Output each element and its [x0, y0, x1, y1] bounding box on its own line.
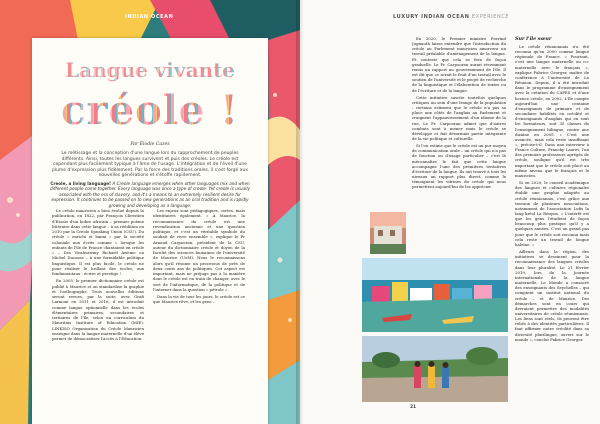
right-cola-para-2: Cette initiative suscite toutefois quelques critiques au sein d'une frange de la population : certains estiment que le créole n'a pas sa place aux côtés de l'anglais au Parlement et craignent l'appauvrissement d'un idiome de la rue. Le Pr. Carpooran admet que d'autres combats sont à mener mais le créole se développe et fait désormais partie intégrante de la vie politique et culturelle. — [412, 94, 506, 141]
right-cola-para-1: En 2020, le Premier ministre Pravind Jugnauth laisse entendre que l'introduction du créole au Parlement mauricien amorcera un travail préalable d'aménagement de la langue. Et conteste que cela se fera de façon graduelle. Le Pr. Carpooran aurait récemment remis un rapport au gouvernement de l'île. Il est dit que ce serait le fruit d'un travail avec le soutien de l'université et le projet de recherche de la linguistique et l'élaboration de textes ou de l'écriture et de la langue. — [412, 36, 506, 93]
article-title-line1: Langue vivante — [40, 58, 260, 82]
left-col2-para-2: Dans la vie de tous les jours, le créole est ce que Maurice rêve, et les gens... — [153, 294, 245, 305]
left-column-2 — [153, 208, 245, 408]
left-col2-para-1: Les enjeux sont pédagogiques, certes, mais identitaires également. « À Maurice, la reconnaissance du créole est une revendication ancienne et une question politique, et c'est un véritable symbole du souhait de vivre ensemble », explique le Pr Arnaud Carpooran, président de la CSU, auteur du dictionnaire créole et doyen de la faculté des sciences humaines de l'université de Maurice (UoM). Nous le reconnaissons alors qu'il résume un processus de près de deux cents ans de politiques. Cet aspect est important, mais ne préjuge pas à la manière dont le créole est en train de changer, avec le sort de l'informatique, de la politique et de l'internet dans la question « pétrole ». — [153, 208, 245, 292]
byline: Par Élodie Cazes — [130, 142, 170, 147]
photo-women-road-art — [362, 336, 508, 402]
left-column-1 — [52, 208, 144, 408]
page-gutter — [296, 0, 304, 424]
page-number: 21 — [410, 405, 417, 410]
english-summary-text: A Creole language emerges when other languages mix and when different people come together. Every language was once a type of creole. Yet creole is usually associated with the era of slavery, and it's a means to an extremely resilient desire for expression. It continues to be passed on to new generations as an oral tradition and is rapidly growing and developing as a language. — [50, 181, 250, 208]
right-column-b — [515, 44, 589, 406]
right-cola-para-3: Si l'on estime que le créole est un pur moyen de communication orale – un créole qui n'a pas de fonction ou d'usage particulier – c'est là méconnaître le fait que cette langue accompagne l'une des premières tentatives d'écriture de la langue. Ils ont trouvé à tous les niveaux un rapport plus direct, comme le témoignent les vitrines du créole qui nous permettent aujourd'hui de les apprécier. — [412, 143, 506, 190]
running-head-left: INDIAN OCEAN — [125, 14, 174, 20]
article-title-line2: créole ! — [40, 87, 260, 134]
photo-small-building-art — [370, 212, 406, 254]
intro-paragraph: Le métissage et la conception d'une langue lors du rapprochement de peuples différents. Ainsi, toutes les langues survivent et puis des créoles. Le créole est cependant plus facilement typique à l'âme de l'usage. L'intégration et de l'éveil d'une plume d'expression plus fidèlement. Par la force des traditions orales, il s'est forgé aux nouvelles générations et s'étoffe rapidement. — [51, 151, 249, 179]
photo-women-road — [362, 336, 508, 402]
english-summary — [50, 181, 250, 208]
running-head-section: EXPERIENCE — [471, 14, 510, 20]
running-head-right — [393, 14, 509, 20]
photo-seaside-village-art — [362, 258, 508, 332]
right-colb-para-3: Ailleurs dans la région, des initiatives se dessinent pour la reconnaissance des langues créoles dans leur pluralité. Le 21 février 2019, lors de la Journée internationale de la langue maternelle, Le Monde a consacré des enseignants des Seychelles – qui comptent un institut national du créole – et de Maurice. Des démarches sont en cours qui devraient permettre des modalités universitaires de créole réunionnais. Les liens sont réels, ils peuvent être reliés à des identités particulières. Il faut affirmer notre créolité dans sa diversité plurilingue, ouvert sur le monde », conclut Fabrice Georger. — [515, 249, 589, 342]
running-head-title: LUXURY INDIAN OCEAN — [393, 14, 470, 20]
right-colb-para-2: Si en 2020, le conseil académique des langues et cultures régionales établit une graphie adaptée au créole réunionnais, c'est grâce aux travaux de plusieurs associations, notamment de l'association Lofis la lang kréol La Rényon. « L'intérêt est que les gens l'étudient de façon beaucoup plus pratique qu'il y a quelques années. C'est un grand pas pour que le créole soit reconnu mais cela reste un travail de longue haleine. » — [515, 180, 589, 247]
photo-small-building — [370, 212, 406, 254]
right-colb-para-1: Le créole réunionnais n'a été reconnu qu'en 2000 comme langue régionale de France. « Pourtant, c'est une langue maternelle ou co-maternelle avec le français », explique Fabrice Georger, maître de conférence à l'université de La Réunion. Depuis, il a été introduit dans le programme d'enseignement avec la création du CAPES et d'une licence créole, en 2002. L'île compte aujourd'hui une centaine d'enseignants de primaire et de secondaire habilités en créolité et d'enseignants d'anglais qui en sont les formateurs, soit 35 classes de l'enseignement bilingue, contre une dizaine en 2005. « C'est une avancée, mais cela reste insuffisant », précise-t-il. Dans une interview à France Culture, Francky Lauret, l'un des premiers professeurs agrégés de créole, souligne qu'il est très important que le créole soit placé au même niveau que le français et le mauricien. — [515, 44, 589, 178]
section-subheading: Sur l'île sœur — [515, 36, 552, 42]
english-summary-label: Creole, a living language! — [50, 181, 112, 186]
photo-seaside-village — [362, 258, 508, 332]
left-col1-para-1: Le créole mauricien a bien évolué depuis la publication, en 1822, par François Chrestien d'Essais d'un bobre africain – premier poème littéraire dans cette langue – à sa réédition en 2010 par la Creole Speaking Union (CSU). Du créole « enrichi et banni » par la société coloniale aux écrits comme « lorsque les enfants de l'île de France chantaient en créole » – Des Virahsawmy Richard Aweme ou Michel Ducasse – à une formidable politique linguistique. Il est plus facile, le créole ne pour réaliser le brillant des écoles, aux fondamentaux : écrire et prestige ! — [52, 208, 144, 276]
left-col1-para-2: En 2005, le premier dictionnaire créole est publié à Maurice et on standardise la graphie et l'orthographe. Trois nouvelles éditions seront revues, par la suite, avec Grafi Larmoni en 2011 et 2016, il est introduit comme langue optionnelle dans les écoles élémentaires primaires, secondaires et tertiaires de l'île, selon un curriculum du Mauritius Institute of Education (MIE). LINKISO Organisation du Créole Mauricien enseigne dans la langue maternelle d'un élève permet de démocratiser l'accès à l'Éducation. — [52, 278, 144, 341]
